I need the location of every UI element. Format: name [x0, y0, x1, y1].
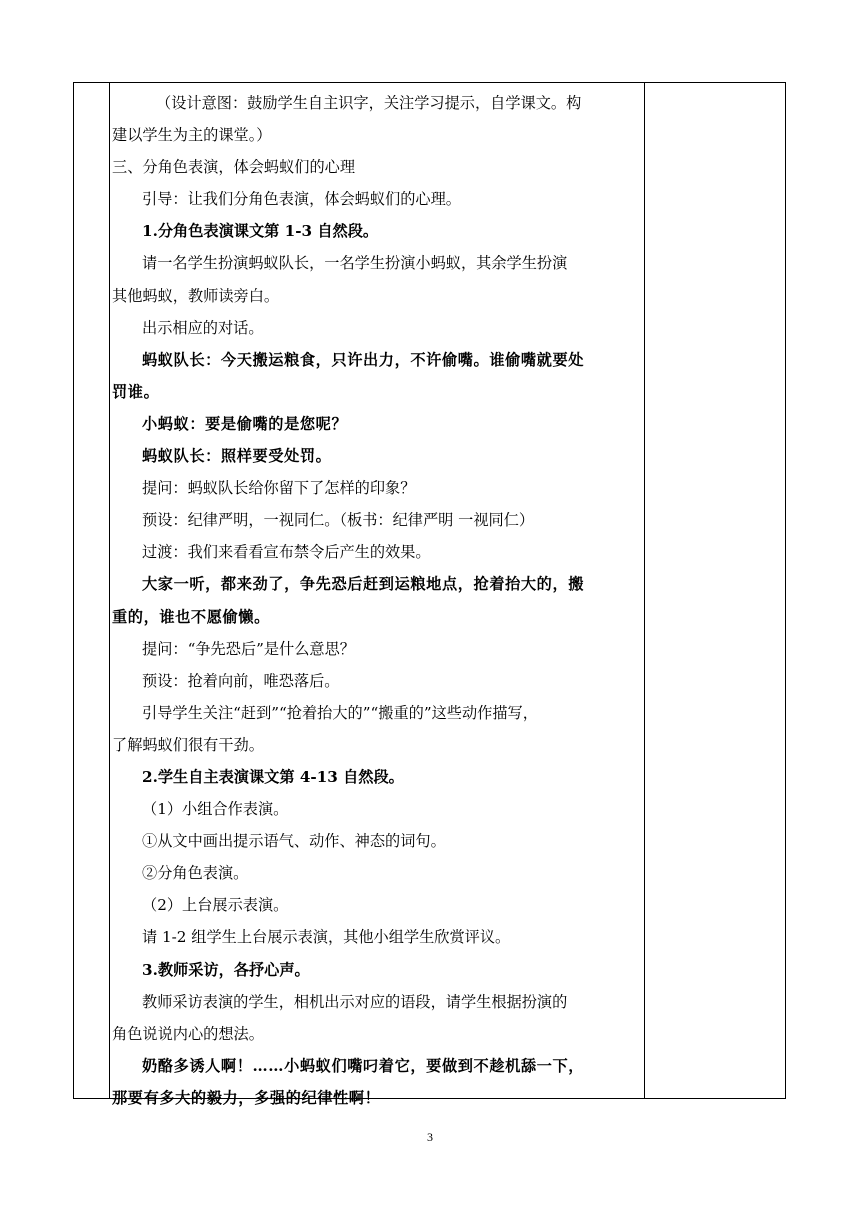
lesson-table: [73, 82, 786, 1107]
step-1-heading: 1.分角色表演课文第 1-3 自然段。: [142, 222, 379, 241]
text-line: （2）上台展示表演。: [142, 896, 289, 915]
text-line: 教师采访表演的学生，相机出示对应的语段，请学生根据扮演的: [142, 992, 568, 1011]
text-line: ①从文中画出提示语气、动作、神态的词句。: [142, 832, 446, 851]
text-line: 过渡：我们来看看宣布禁令后产生的效果。: [142, 543, 431, 562]
quote-line: 罚谁。: [112, 382, 160, 401]
text-line: （1）小组合作表演。: [142, 800, 289, 819]
step-2-heading: 2.学生自主表演课文第 4-13 自然段。: [142, 767, 404, 786]
text-line: 其他蚂蚁，教师读旁白。: [112, 286, 280, 305]
text-line: 请一名学生扮演蚂蚁队长，一名学生扮演小蚂蚁，其余学生扮演: [142, 254, 568, 273]
quote-line: 那要有多大的毅力，多强的纪律性啊！: [112, 1088, 381, 1107]
text-line: ②分角色表演。: [142, 864, 249, 883]
text-line: 角色说说内心的想法。: [112, 1024, 264, 1043]
quote-line: 蚂蚁队长：今天搬运粮食，只许出力，不许偷嘴。谁偷嘴就要处: [142, 350, 585, 369]
column-divider-left: [109, 83, 110, 1098]
text-line: 引导学生关注“赶到”“抢着抬大的”“搬重的”这些动作描写，: [142, 703, 538, 722]
design-intent-line-1: （设计意图：鼓励学生自主识字，关注学习提示，自学课文。构: [156, 94, 582, 112]
guide-line: 引导：让我们分角色表演，体会蚂蚁们的心理。: [142, 190, 461, 209]
text-line: 预设：抢着向前，唯恐落后。: [142, 671, 340, 690]
quote-line: 大家一听，都来劲了，争先恐后赶到运粮地点，抢着抬大的，搬: [142, 575, 585, 594]
page-number: 3: [427, 1130, 433, 1144]
quote-line: 蚂蚁队长：照样要受处罚。: [142, 447, 332, 466]
text-line: 预设：纪律严明，一视同仁。（板书：纪律严明 一视同仁）: [142, 511, 535, 530]
text-line: 出示相应的对话。: [142, 318, 264, 337]
design-intent-line-2: 建以学生为主的课堂。）: [112, 126, 272, 145]
text-line: 提问：“争先恐后”是什么意思？: [142, 639, 355, 658]
lesson-content-cell: [112, 87, 642, 1114]
text-line: 提问：蚂蚁队长给你留下了怎样的印象？: [142, 479, 416, 498]
step-3-heading: 3.教师采访，各抒心声。: [142, 960, 310, 979]
text-line: 请 1-2 组学生上台展示表演，其他小组学生欣赏评议。: [142, 928, 511, 947]
quote-line: 奶酪多诱人啊！……小蚂蚁们嘴叼着它，要做到不趁机舔一下，: [142, 1056, 585, 1075]
text-line: 了解蚂蚁们很有干劲。: [112, 735, 264, 754]
quote-line: 小蚂蚁：要是偷嘴的是您呢？: [142, 414, 348, 433]
section-heading: 三、分角色表演，体会蚂蚁们的心理: [112, 158, 355, 177]
quote-line: 重的，谁也不愿偷懒。: [112, 607, 270, 626]
column-divider-right: [644, 83, 645, 1098]
